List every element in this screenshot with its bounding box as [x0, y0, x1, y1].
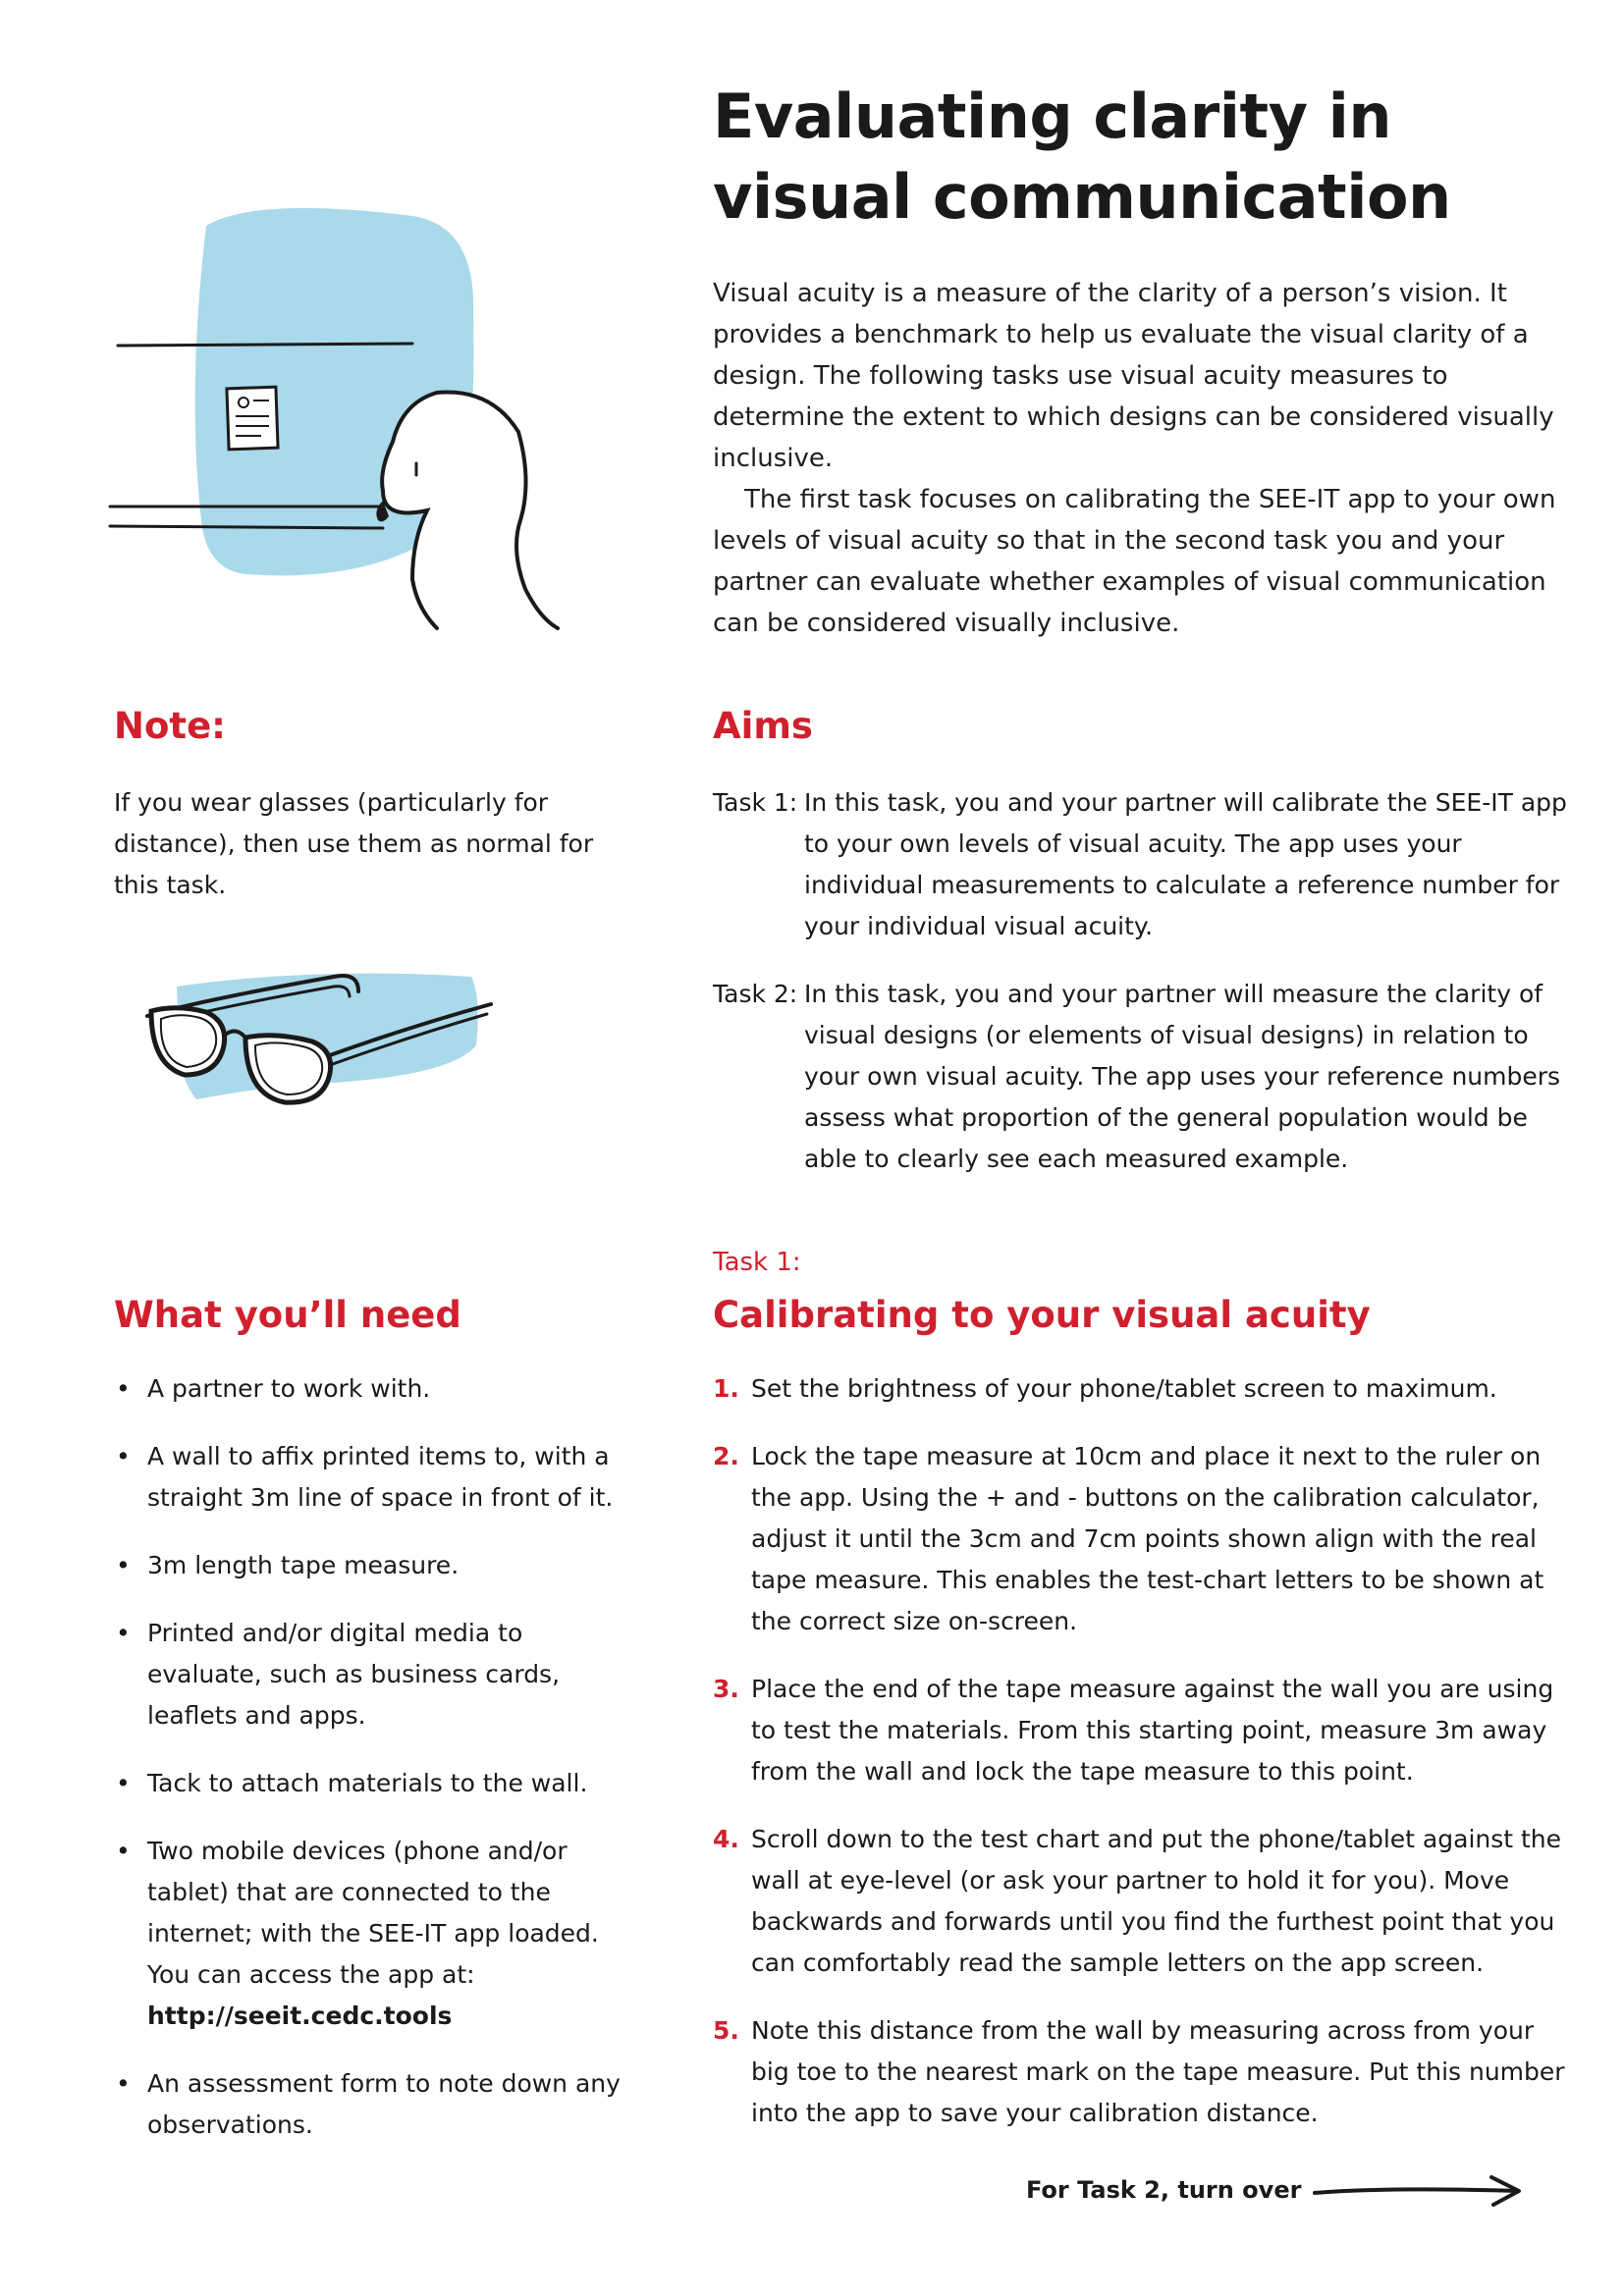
- aims-task-1: [713, 782, 1577, 947]
- list-item: [713, 1669, 1577, 1792]
- list-item: • A partner to work with.: [114, 1368, 644, 1410]
- need-heading: What you’ll need: [114, 1294, 461, 1336]
- task1-label: Task 1:: [713, 1248, 801, 1277]
- step-text: Note this distance from the wall by measuring across from your big toe to the nearest mark on the tape measure. Put this number into the app to save your calibration distance.: [751, 2016, 1565, 2127]
- aims-task-2: [713, 974, 1577, 1180]
- step-text: Set the brightness of your phone/tablet screen to maximum.: [751, 1374, 1497, 1403]
- list-item: [713, 1819, 1577, 1984]
- list-item: • Two mobile devices (phone and/or tablet) that are connected to the internet; with the SEE-IT app loaded. You can access the app at: http://seeit.cedc.tools: [114, 1831, 644, 2037]
- needs-list: [114, 1368, 644, 2172]
- step-text: Lock the tape measure at 10cm and place it next to the ruler on the app. Using the + and - buttons on the calibration calculator, adjust it until the 3cm and 7cm points shown align with the real tape measure. This enables the test-chart letters to be shown at the correct size on-screen.: [751, 1442, 1544, 1635]
- list-item: • 3m length tape measure.: [114, 1545, 644, 1586]
- note-heading: Note:: [114, 705, 226, 747]
- aims-heading: Aims: [713, 705, 813, 747]
- aims-task-2-text: In this task, you and your partner will measure the clarity of visual designs (or elements of visual designs) in relation to your own visual acuity. The app uses your reference numbers assess what proportion of the general population would be able to clearly see each measured example.: [804, 980, 1561, 1173]
- step-number: 1.: [713, 1374, 739, 1403]
- bullet-icon: •: [116, 1769, 131, 1797]
- list-item: [713, 1368, 1577, 1410]
- step-number: 5.: [713, 2016, 739, 2045]
- list-item: • An assessment form to note down any observations.: [114, 2063, 644, 2146]
- intro-text: [713, 273, 1557, 644]
- document-icon: [227, 387, 278, 450]
- intro-paragraph-1: Visual acuity is a measure of the clarity of a person’s vision. It provides a benchmark to help us evaluate the visual clarity of a design. The following tasks use visual acuity measures to determine the extent to which designs can be considered visually inclusive.: [713, 279, 1554, 473]
- page-title: [713, 77, 1577, 238]
- task1-heading: Calibrating to your visual acuity: [713, 1294, 1371, 1336]
- list-item: [713, 1436, 1577, 1642]
- bullet-icon: •: [116, 2069, 131, 2098]
- step-number: 4.: [713, 1825, 739, 1853]
- aims-task-1-label: Task 1:: [713, 788, 798, 817]
- task1-steps: [713, 1368, 1577, 2161]
- bullet-icon: •: [116, 1442, 131, 1470]
- step-text: Scroll down to the test chart and put the phone/tablet against the wall at eye-level (or ask your partner to hold it for you). Move backwards and forwards until you find the furthest point that you can comfortably read the sample letters on the app screen.: [751, 1825, 1562, 1977]
- note-text: If you wear glasses (particularly for distance), then use them as normal for this task.: [114, 788, 594, 899]
- title-line-2: visual communication: [713, 161, 1451, 233]
- step-number: 3.: [713, 1675, 739, 1703]
- app-url-link[interactable]: http://seeit.cedc.tools: [147, 2002, 453, 2030]
- person-at-wall-illustration: [88, 196, 638, 687]
- aims-task-1-text: In this task, you and your partner will calibrate the SEE-IT app to your own levels of visual acuity. The app uses your individual measurements to calculate a reference number for your individual visual acuity.: [804, 788, 1567, 940]
- glasses-illustration: [137, 957, 530, 1173]
- list-item: • A wall to affix printed items to, with a straight 3m line of space in front of it.: [114, 1436, 644, 1519]
- step-text: Place the end of the tape measure against the wall you are using to test the materials. From this starting point, measure 3m away from the wall and lock the tape measure to this point.: [751, 1675, 1554, 1786]
- bullet-icon: •: [116, 1551, 131, 1579]
- list-item: [713, 2010, 1577, 2134]
- intro-paragraph-2: The first task focuses on calibrating the SEE-IT app to your own levels of visual acuity so that in the second task you and your partner can evaluate whether examples of visual communication can be considered visually inclusive.: [713, 485, 1556, 638]
- title-line-1: Evaluating clarity in: [713, 80, 1392, 152]
- arrow-right-icon: [1311, 2171, 1527, 2211]
- aims-task-2-label: Task 2:: [713, 980, 798, 1008]
- step-number: 2.: [713, 1442, 739, 1470]
- bullet-icon: •: [116, 1837, 131, 1865]
- list-item: • Tack to attach materials to the wall.: [114, 1763, 644, 1804]
- bullet-icon: •: [116, 1374, 131, 1403]
- list-item: • Printed and/or digital media to evaluate, such as business cards, leaflets and apps.: [114, 1613, 644, 1736]
- turn-over-text: For Task 2, turn over: [1026, 2176, 1302, 2204]
- bullet-icon: •: [116, 1619, 131, 1647]
